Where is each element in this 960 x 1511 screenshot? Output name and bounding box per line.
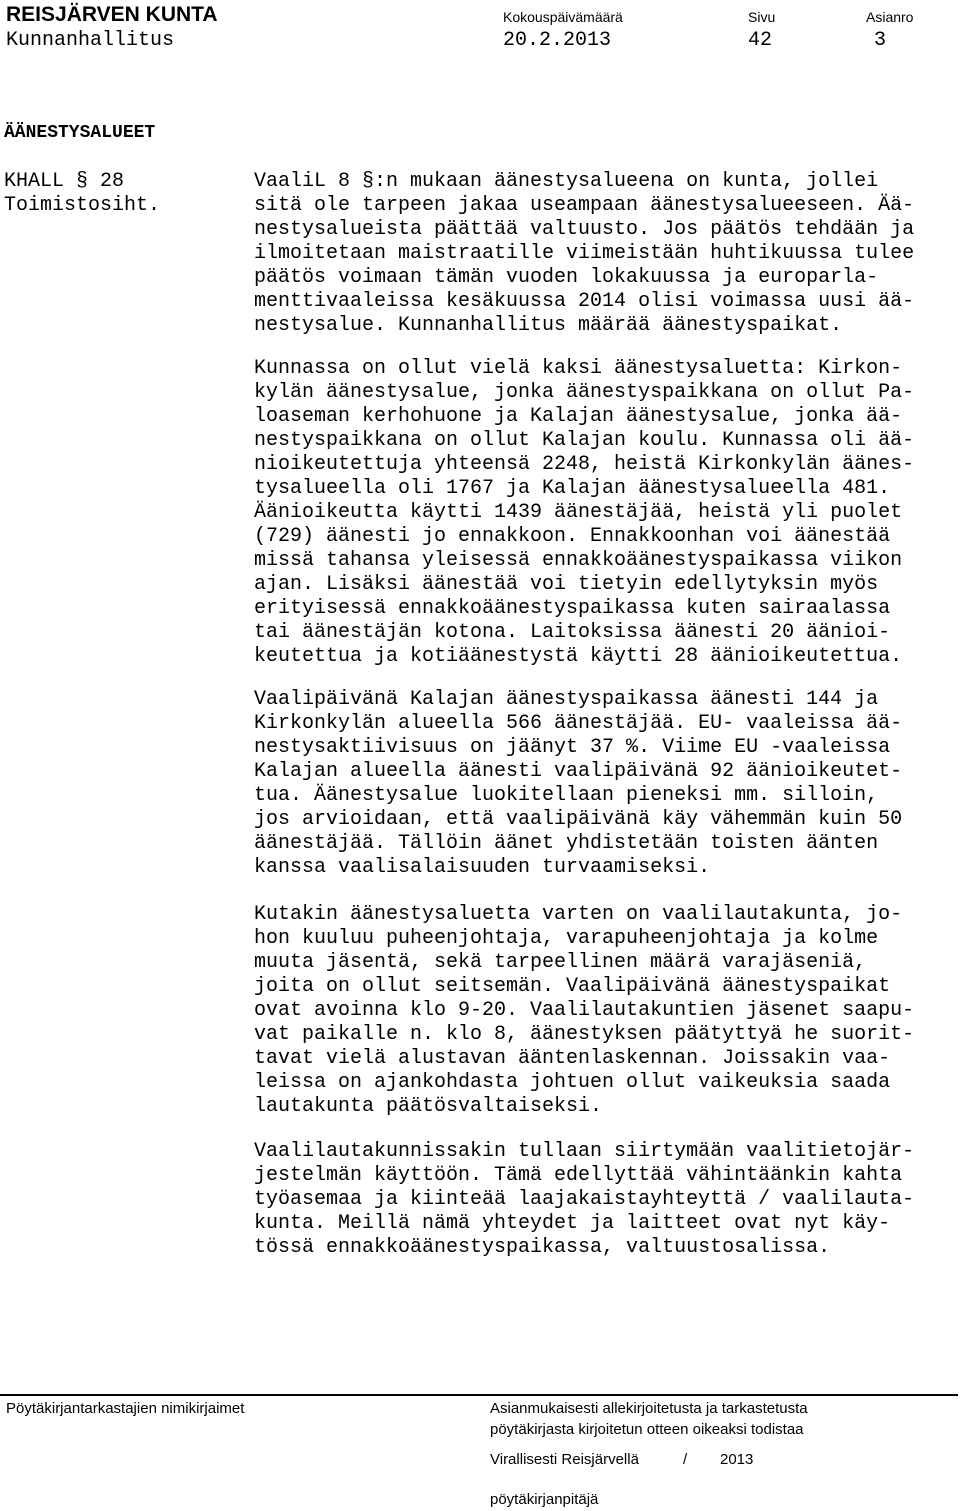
footer-divider xyxy=(0,1394,958,1396)
case-label: Asianro xyxy=(866,9,914,25)
place-label: Virallisesti Reisjärvellä xyxy=(490,1451,639,1468)
signers-label: Pöytäkirjantarkastajien nimikirjaimet xyxy=(6,1400,245,1417)
meeting-date-label: Kokouspäivämäärä xyxy=(503,9,623,25)
meeting-date: 20.2.2013 xyxy=(503,29,612,52)
page-number: 42 xyxy=(748,29,773,52)
governing-body: Kunnanhallitus xyxy=(6,29,175,52)
paragraph-5: Vaalilautakunnissakin tullaan siirtymään vaalitietojär- jestelmän käyttöön. Tämä edellyttää vähintäänkin kahta työasemaa ja kiinteää laajakaistayhteyttä / vaalilauta- kunta. Meillä nämä yhteydet ja laitteet ovat nyt käy- tössä ennakkoäänestyspaikassa, valtuustosalissa. xyxy=(254,1140,915,1259)
paragraph-4: Kutakin äänestysaluetta varten on vaalilautakunta, jo- hon kuuluu puheenjohtaja, varapuheenjohtaja ja kolme muuta jäsentä, sekä tarpeellinen määrä varajäseniä, joita on ollut seitsemän. Vaalipäivänä äänestyspaikat ovat avoinna klo 9-20. Vaalilautakuntien jäsenet saapu- vat paikalle n. klo 8, äänestyksen päätyttyä he suorit- tavat vielä alustavan ääntenlaskennan. Joissakin vaa- leissa on ajankohdasta johtuen ollut vaikeuksia saada lautakunta päätösvaltaiseksi. xyxy=(254,903,915,1118)
certification-line-1: Asianmukaisesti allekirjoitetusta ja tarkastetusta xyxy=(490,1400,808,1417)
keeper-label: pöytäkirjanpitäjä xyxy=(490,1491,599,1508)
preparer: Toimistosiht. xyxy=(4,194,161,217)
organization-name: REISJÄRVEN KUNTA xyxy=(6,3,218,26)
paragraph-3: Vaalipäivänä Kalajan äänestyspaikassa äänesti 144 ja Kirkonkylän alueella 566 äänestäjää. EU- vaaleissa ää- nestysaktiivisuus on jäänyt 37 %. Viime EU -vaaleissa Kalajan alueella äänesti vaalipäivänä 92 äänioikeutet- tua. Äänestysalue luokitellaan pieneksi mm. silloin, jos arvioidaan, että vaalipäivänä käy vähemmän kuin 50 äänestäjää. Tällöin äänet yhdistetään toisten äänten kanssa vaalisalaisuuden turvaamiseksi. xyxy=(254,688,903,879)
certification-line-2: pöytäkirjasta kirjoitetun otteen oikeaksi todistaa xyxy=(490,1421,804,1438)
page-label: Sivu xyxy=(748,9,776,25)
certification-year: 2013 xyxy=(720,1451,754,1468)
paragraph-1: VaaliL 8 §:n mukaan äänestysalueena on kunta, jollei sitä ole tarpeen jakaa useampaan äänestysalueeseen. Ää- nestysalueista päättää valtuusto. Jos päätös tehdään ja ilmoitetaan maistraatille viimeistään huhtikuussa tulee päätös voimaan tämän vuoden lokakuussa ja europarla- menttivaaleissa kesäkuussa 2014 olisi voimassa uusi ää- nestysalue. Kunnanhallitus määrää äänestyspaikat. xyxy=(254,170,915,337)
margin-notes xyxy=(4,170,160,218)
paragraph-2: Kunnassa on ollut vielä kaksi äänestysaluetta: Kirkon- kylän äänestysalue, jonka äänestyspaikkana on ollut Pa- loaseman kerhohuone ja Kalajan äänestysalue, jonka ää- nestyspaikkana on ollut Kalajan koulu. Kunnassa oli ää- nioikeutettuja yhteensä 2248, heistä Kirkonkylän äänes- tysalueella oli 1767 ja Kalajan äänestysalueella 481. Äänioikeutta käytti 1439 äänestäjää, heistä yli puolet (729) äänesti jo ennakkoon. Ennakkoonhan voi äänestää missä tahansa yleisessä ennakkoäänestyspaikassa viikon ajan. Lisäksi äänestää voi tietyin edellytyksin myös erityisessä ennakkoäänestyspaikassa kuten sairaalassa tai äänestäjän kotona. Laitoksissa äänesti 20 äänioi- keutettua ja kotiäänestystä käytti 28 äänioikeutettua. xyxy=(254,357,915,668)
case-number: 3 xyxy=(874,29,887,52)
section-title: ÄÄNESTYSALUEET xyxy=(4,123,156,143)
reference: KHALL § 28 xyxy=(4,170,125,193)
date-separator: / xyxy=(683,1451,688,1468)
